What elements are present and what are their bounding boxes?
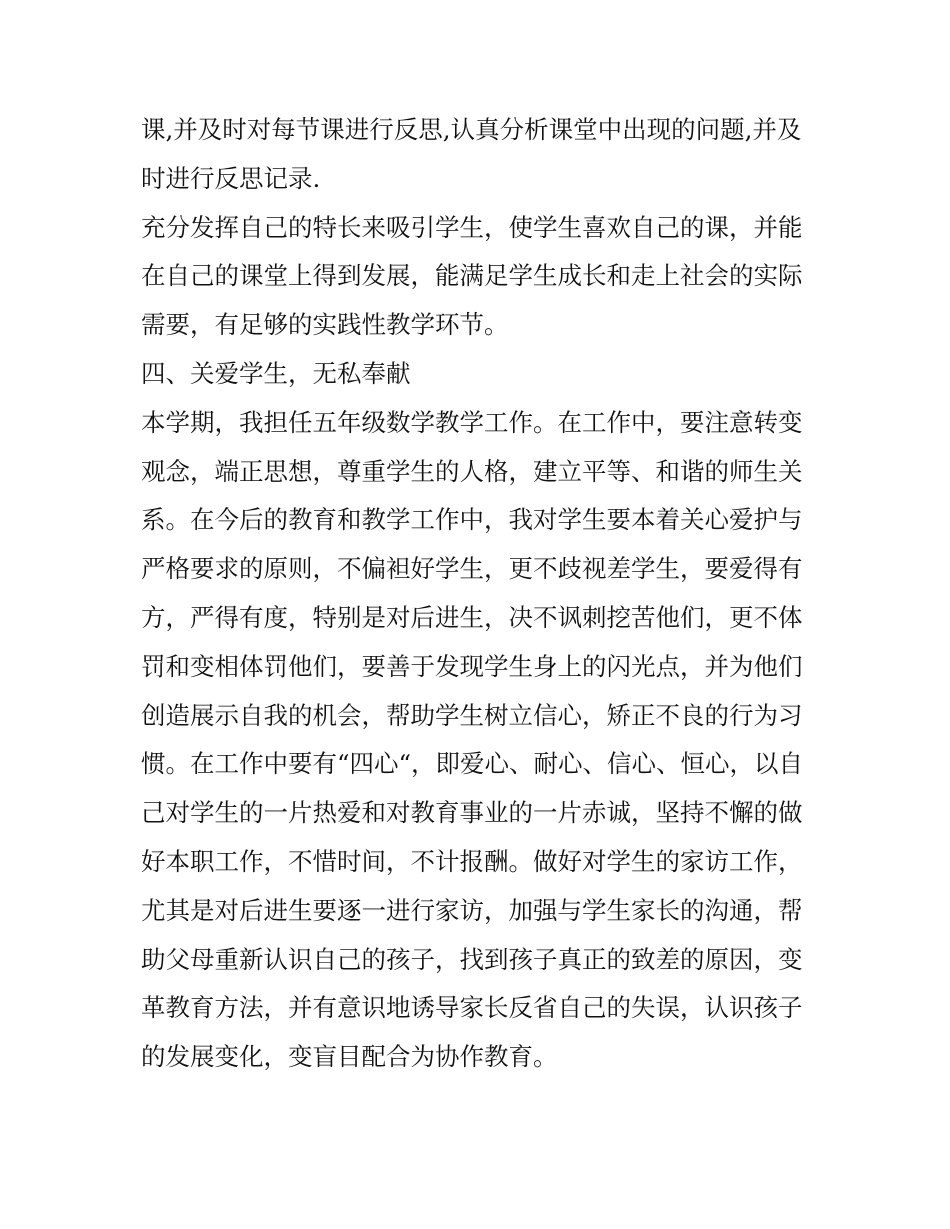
text-line: 课,并及时对每节课进行反思,认真分析课堂中出现的问题,并及 (141, 115, 802, 144)
heading-line: 四、关爱学生，无私奉献 (141, 358, 411, 388)
text-line: 系。在今后的教育和教学工作中，我对学生要本着关心爱护与 (141, 505, 803, 535)
text-line: 时进行反思记录. (141, 163, 321, 193)
text-line: 在自己的课堂上得到发展，能满足学生成长和走上社会的实际 (141, 261, 803, 291)
text-line: 罚和变相体罚他们，要善于发现学生身上的闪光点，并为他们 (141, 651, 803, 681)
section-heading (141, 350, 821, 399)
text-line: 的发展变化，变盲目配合为协作教育。 (141, 1042, 558, 1072)
paragraph-reflection (141, 106, 821, 204)
document-body (141, 106, 821, 1082)
text-line: 创造展示自我的机会，帮助学生树立信心，矫正不良的行为习 (141, 700, 803, 730)
text-line: 己对学生的一片热爱和对教育事业的一片赤诚，坚持不懈的做 (141, 798, 803, 828)
text-line: 本学期，我担任五年级数学教学工作。在工作中，要注意转变 (141, 407, 803, 437)
paragraph-care-students (141, 399, 821, 1082)
text-line: 观念，端正思想，尊重学生的人格，建立平等、和谐的师生关 (141, 456, 803, 486)
text-line: 助父母重新认识自己的孩子，找到孩子真正的致差的原因，变 (141, 944, 803, 974)
text-line: 革教育方法，并有意识地诱导家长反省自己的失误，认识孩子 (141, 993, 803, 1023)
text-line: 严格要求的原则，不偏袒好学生，更不歧视差学生，要爱得有 (141, 554, 803, 584)
text-line: 惯。在工作中要有“四心“，即爱心、耐心、信心、恒心，以自 (141, 749, 804, 779)
text-line: 方，严得有度，特别是对后进生，决不讽刺挖苦他们，更不体 (141, 602, 803, 632)
text-line: 充分发挥自己的特长来吸引学生，使学生喜欢自己的课，并能 (141, 212, 803, 242)
paragraph-strengths (141, 204, 821, 350)
text-line: 好本职工作，不惜时间，不计报酬。做好对学生的家访工作， (141, 846, 803, 876)
text-line: 尤其是对后进生要逐一进行家访，加强与学生家长的沟通，帮 (141, 895, 803, 925)
text-line: 需要，有足够的实践性教学环节。 (141, 310, 509, 340)
